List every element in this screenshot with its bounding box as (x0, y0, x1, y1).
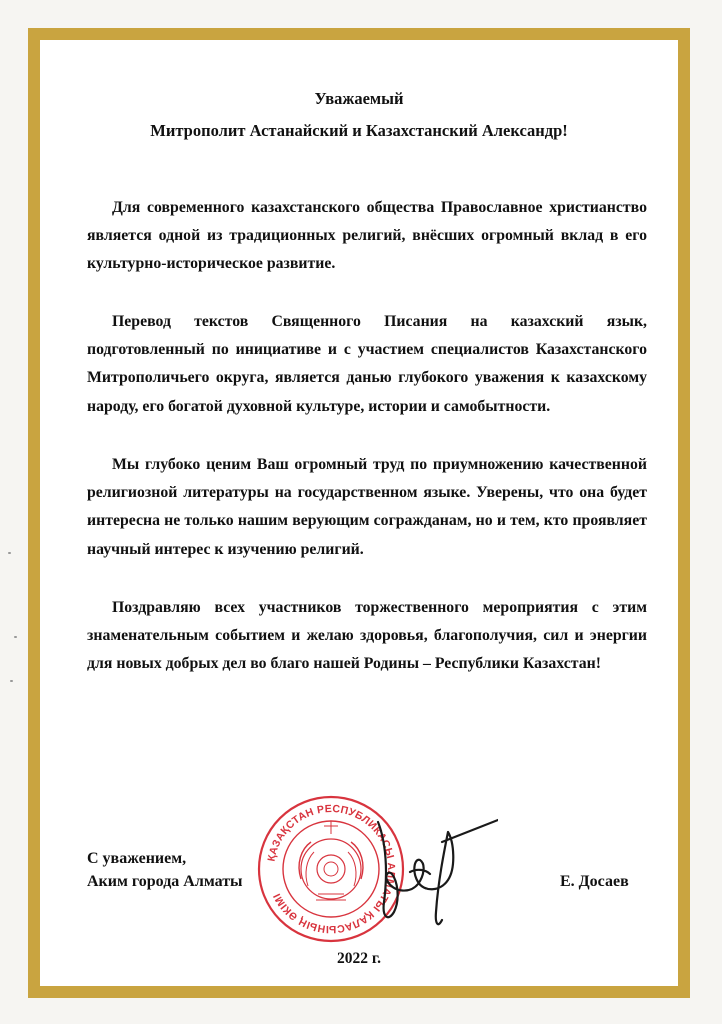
closing-line-2: Аким города Алматы (87, 873, 243, 890)
scan-speck (8, 552, 11, 554)
paragraph-3: Мы глубоко ценим Ваш огромный труд по приумножению качественной религиозной литературы на государственном языке. Уверены, что она будет интересна не только нашим верующим согражданам, но и тем, кто проявляет научный интерес к изучению религий. (87, 456, 647, 558)
paragraph-4: Поздравляю всех участников торжественного мероприятия с этим знаменательным событием и желаю здоровья, благополучия, сил и энергии для новых добрых дел во благо нашей Родины – Республики Казахстан! (87, 599, 647, 673)
svg-text:ҚАЗАҚСТАН РЕСПУБЛИКАСЫ АЛМАТЫ: ҚАЗАҚСТАН РЕСПУБЛИКАСЫ АЛМАТЫ ҚАЛАСЫНЫҢ ӘКІМІ (265, 802, 398, 936)
paragraph-1: Для современного казахстанского общества Православное христианство является одной из традиционных религий, внёсших огромный вклад в его культурно-историческое развитие. (87, 199, 647, 273)
paragraph-2: Перевод текстов Священного Писания на казахский язык, подготовленный по инициативе и с участием специалистов Казахстанского Митрополичьего округа, является данью глубокого уважения к казахскому народу, его богатой духовной культуре, истории и самобытности. (87, 313, 647, 415)
greeting-line-1: Уважаемый (314, 89, 404, 108)
letter-year: 2022 г. (336, 950, 382, 967)
signatory-name: Е. Досаев (560, 873, 629, 890)
handwritten-signature-icon (358, 812, 498, 932)
closing-line-1: С уважением, (87, 850, 187, 867)
scan-speck (14, 636, 17, 638)
greeting-line-2: Митрополит Астанайский и Казахстанский Александр! (150, 121, 568, 140)
scan-speck (10, 680, 13, 682)
letter-page (40, 40, 678, 986)
